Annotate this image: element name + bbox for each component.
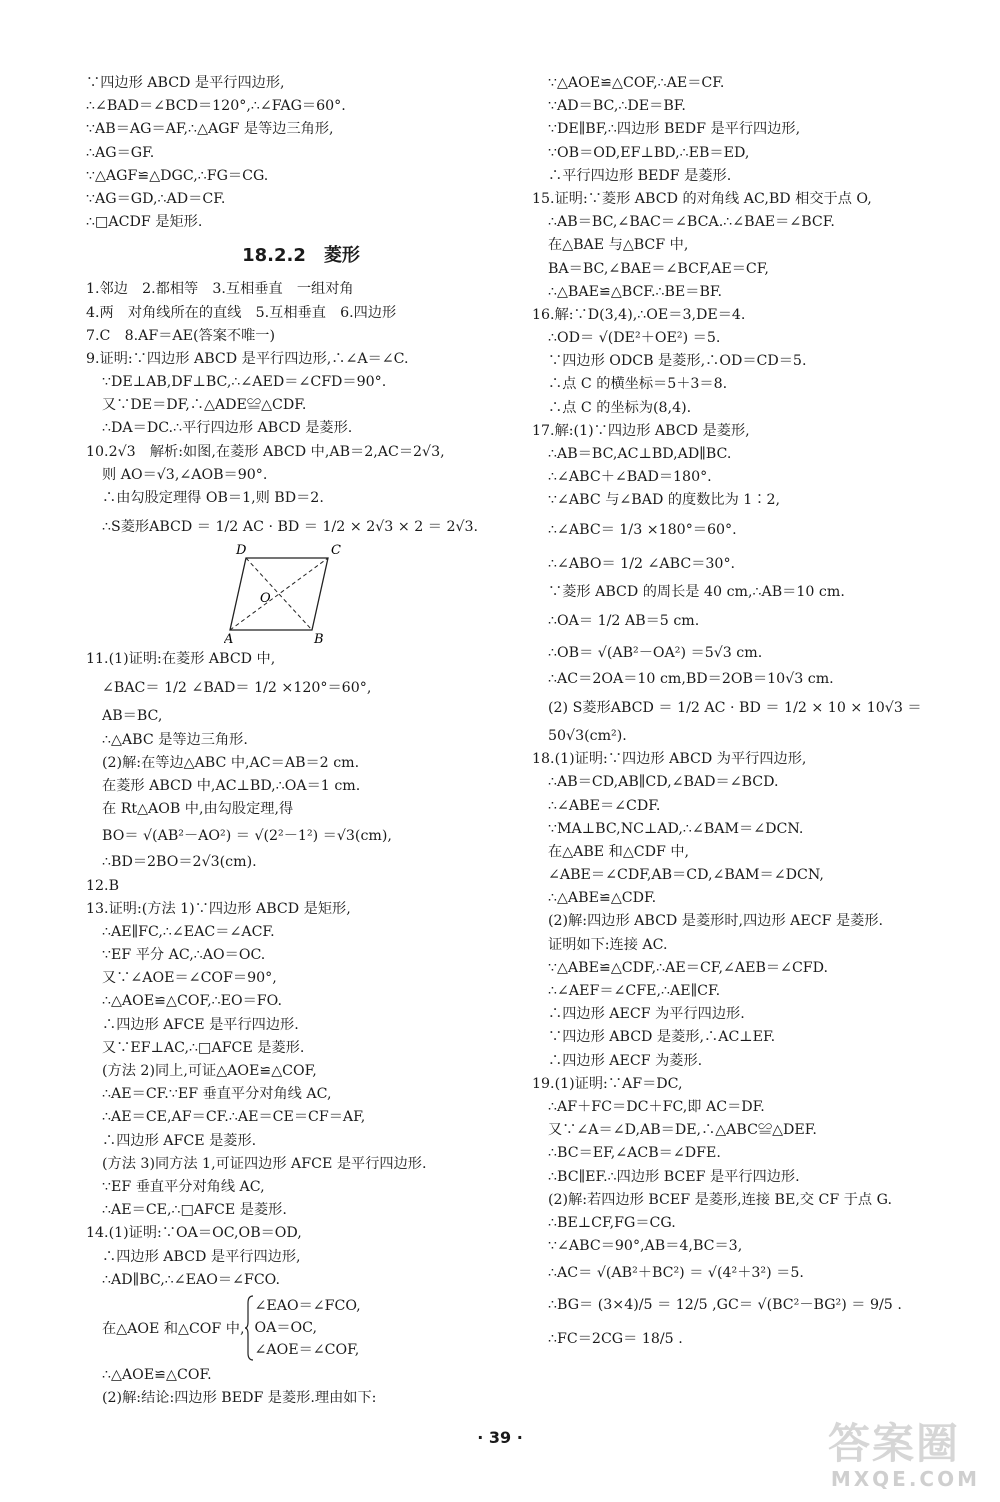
text-line: ∴△ABC 是等边三角形. <box>102 731 248 748</box>
formula-line: ∴S菱形ABCD ＝ 1/2 AC · BD ＝ 1/2 × 2√3 × 2 ＝ 2√3. <box>102 519 479 536</box>
answer-line: 18.(1)证明:∵四边形 ABCD 为平行四边形, <box>532 751 807 768</box>
text-line: (2)解:在等边△ABC 中,AC＝AB＝2 cm. <box>102 754 360 771</box>
text-line: 在△ABE 和△CDF 中, <box>548 843 690 860</box>
system-row: ∠AOE＝∠COF, <box>254 1341 360 1358</box>
system-lead: 在△AOE 和△COF 中, <box>102 1320 245 1337</box>
text-line: ∴四边形 ABCD 是平行四边形, <box>102 1248 301 1265</box>
answer-line: 12.B <box>86 877 119 894</box>
formula-line: ∴∠ABO＝ 1/2 ∠ABC＝30°. <box>548 555 736 572</box>
text-line: ∴DA＝DC.∴平行四边形 ABCD 是菱形. <box>102 420 353 437</box>
text-line: 在△BAE 与△BCF 中, <box>548 237 689 254</box>
text-line: ∵∠ABC 与∠BAD 的度数比为 1∶2, <box>548 492 781 509</box>
text-line: ∵OB＝OD,EF⊥BD,∴EB＝ED, <box>548 144 750 161</box>
text-line: ∴平行四边形 BEDF 是菱形. <box>548 167 732 184</box>
text-line: ∴∠BAD＝∠BCD＝120°,∴∠FAG＝60°. <box>86 98 346 115</box>
answer-line: 19.(1)证明:∵AF＝DC, <box>532 1075 683 1092</box>
text-line: ∴点 C 的坐标为(8,4). <box>548 399 692 416</box>
answer-line: 11.(1)证明:在菱形 ABCD 中, <box>86 651 276 668</box>
text-line: ∴BC∥EF.∴四边形 BCEF 是平行四边形. <box>548 1168 800 1185</box>
answer-line: 13.证明:(方法 1)∵四边形 ABCD 是矩形, <box>86 900 351 917</box>
text-line: ∵EF 平分 AC,∴AO＝OC. <box>102 947 266 964</box>
answer-line: 4.两 对角线所在的直线 5.互相垂直 6.四边形 <box>86 304 397 321</box>
text-line: ∴AC＝2OA＝10 cm,BD＝2OB＝10√3 cm. <box>548 670 834 687</box>
label-a: A <box>224 632 234 645</box>
formula-line: ∴OB＝ √(AB²－OA²) ＝5√3 cm. <box>548 644 763 661</box>
page-number: · 39 · <box>477 1428 523 1447</box>
text-line: BA＝BC,∠BAE＝∠BCF,AE＝CF, <box>548 260 769 277</box>
text-line: ∴△BAE≌△BCF.∴BE＝BF. <box>548 283 723 300</box>
answer-line: 1.邻边 2.都相等 3.互相垂直 一组对角 <box>86 281 354 298</box>
text-line: 证明如下:连接 AC. <box>548 936 668 953</box>
text-line: (2)解:若四边形 BCEF 是菱形,连接 BE,交 CF 于点 G. <box>548 1191 892 1208</box>
equation-system <box>86 1292 516 1364</box>
formula-line: BO＝ √(AB²－AO²) ＝ √(2²－1²) ＝√3(cm), <box>102 828 392 845</box>
rhombus-figure <box>86 544 516 648</box>
diagonal-db <box>246 558 312 630</box>
watermark-logo <box>828 1420 986 1496</box>
text-line: ∴AE∥FC,∴∠EAC＝∠ACF. <box>102 923 275 940</box>
brace-icon <box>244 1295 254 1361</box>
text-line: ∴△ABE≌△CDF. <box>548 890 657 907</box>
answer-line: 16.解:∵D(3,4),∴OE＝3,DE＝4. <box>532 306 746 323</box>
text-line: ∴BE⊥CF,FG＝CG. <box>548 1214 676 1231</box>
text-line: ∴AB＝BC,AC⊥BD,AD∥BC. <box>548 446 732 462</box>
text-line: ∴由勾股定理得 OB＝1,则 BD＝2. <box>102 490 324 506</box>
text-line: ∵AD＝BC,∴DE＝BF. <box>548 98 686 115</box>
text-line: (2)解:四边形 ABCD 是菱形时,四边形 AECF 是菱形. <box>548 913 884 930</box>
text-line: ∴△AOE≌△COF. <box>102 1366 212 1383</box>
text-line: 则 AO＝√3,∠AOB＝90°. <box>102 466 268 483</box>
text-line: ∵EF 垂直平分对角线 AC, <box>102 1178 265 1195</box>
text-line: ∴∠ABC＋∠BAD＝180°. <box>548 469 712 486</box>
answer-line: 14.(1)证明:∵OA＝OC,OB＝OD, <box>86 1225 302 1242</box>
label-o: O <box>260 591 271 607</box>
text-line: ∴∠AEF＝∠CFE,∴AE∥CF. <box>548 983 721 999</box>
text-line: ∴四边形 AECF 为平行四边形. <box>548 1006 745 1023</box>
text-line: ∴四边形 AECF 为菱形. <box>548 1052 703 1069</box>
text-line: ∵△AOE≌△COF,∴AE＝CF. <box>548 75 725 91</box>
watermark-url: MXQE.COM <box>830 1467 980 1491</box>
text-line: ∵四边形 ABCD 是菱形,∴AC⊥EF. <box>548 1029 776 1046</box>
text-line: ∴四边形 AFCE 是平行四边形. <box>102 1016 299 1033</box>
text-line: ∴点 C 的横坐标＝5＋3＝8. <box>548 376 728 393</box>
answer-line: 17.解:(1)∵四边形 ABCD 是菱形, <box>532 422 750 439</box>
watermark-text: 答案圈 <box>828 1419 961 1468</box>
text-line: ∴BC＝EF,∠ACB＝∠DFE. <box>548 1145 721 1162</box>
text-line: 又∵∠A＝∠D,AB＝DE,∴△ABC≌△DEF. <box>548 1122 817 1139</box>
formula-line: ∴OA＝ 1/2 AB＝5 cm. <box>548 612 700 629</box>
text-line: 又∵EF⊥AC,∴□AFCE 是菱形. <box>102 1039 305 1056</box>
system-rows <box>254 1295 360 1361</box>
answer-line: 9.证明:∵四边形 ABCD 是平行四边形,∴∠A＝∠C. <box>86 350 409 367</box>
text-line: ∴AE＝CE,∴□AFCE 是菱形. <box>102 1202 287 1219</box>
label-d: D <box>236 544 247 559</box>
right-column <box>532 72 977 1356</box>
text-line: ∴四边形 AFCE 是菱形. <box>102 1132 257 1149</box>
text-line: ∠ABE＝∠CDF,AB＝CD,∠BAM＝∠DCN, <box>548 867 824 884</box>
text-line: ∵DE⊥AB,DF⊥BC,∴∠AED＝∠CFD＝90°. <box>102 374 387 391</box>
label-c: C <box>331 544 341 559</box>
text-line: ∴AF＋FC＝DC＋FC,即 AC＝DF. <box>548 1098 765 1115</box>
system-row: OA＝OC, <box>254 1319 318 1336</box>
rhombus-outline <box>230 558 328 630</box>
text-line: (方法 2)同上,可证△AOE≌△COF, <box>102 1063 317 1079</box>
text-line: ∵△AGF≌△DGC,∴FG＝CG. <box>86 167 269 184</box>
system-row: ∠EAO＝∠FCO, <box>254 1297 361 1314</box>
text-line: ∵四边形 ABCD 是平行四边形, <box>86 75 285 91</box>
formula-line: ∠BAC＝ 1/2 ∠BAD＝ 1/2 ×120°＝60°, <box>102 680 372 697</box>
text-line: ∴OD＝ √(DE²＋OE²) ＝5. <box>548 330 721 347</box>
section-title: 18.2.2 菱形 <box>242 245 360 267</box>
text-line: ∵MA⊥BC,NC⊥AD,∴∠BAM＝∠DCN. <box>548 820 804 837</box>
formula-line: (2) S菱形ABCD ＝ 1/2 AC · BD ＝ 1/2 × 10 × 10√3 ＝ <box>548 699 922 716</box>
answer-line: 7.C 8.AF＝AE(答案不唯一) <box>86 327 276 344</box>
left-column <box>86 72 516 1410</box>
text-line: 又∵DE＝DF,∴△ADE≌△CDF. <box>102 397 307 414</box>
text-line: ∴AB＝CD,AB∥CD,∠BAD＝∠BCD. <box>548 774 779 791</box>
text-line: ∴AD∥BC,∴∠EAO＝∠FCO. <box>102 1271 280 1288</box>
text-line: ∵∠ABC＝90°,AB＝4,BC＝3, <box>548 1238 743 1255</box>
text-line: ∴□ACDF 是矩形. <box>86 214 203 231</box>
label-b: B <box>314 632 324 645</box>
text-line: ∴∠ABE＝∠CDF. <box>548 797 661 814</box>
text-line: ∴AB＝BC,∠BAC＝∠BCA.∴∠BAE＝∠BCF. <box>548 214 835 231</box>
text-line: ∴AE＝CE,AF＝CF.∴AE＝CE＝CF＝AF, <box>102 1109 366 1126</box>
text-line: ∵AB＝AG＝AF,∴△AGF 是等边三角形, <box>86 121 334 138</box>
text-line: ∵菱形 ABCD 的周长是 40 cm,∴AB＝10 cm. <box>548 583 845 600</box>
formula-line: ∴AC＝ √(AB²＋BC²) ＝ √(4²＋3²) ＝5. <box>548 1265 804 1282</box>
text-line: ∴△AOE≌△COF,∴EO＝FO. <box>102 993 282 1010</box>
text-line: ∵四边形 ODCB 是菱形,∴OD＝CD＝5. <box>548 353 807 370</box>
formula-line: ∴BG＝ (3×4)/5 ＝ 12/5 ,GC＝ √(BC²－BG²) ＝ 9/5 . <box>548 1297 902 1314</box>
text-line: ∴AG＝GF. <box>86 144 155 161</box>
text-line: (2)解:结论:四边形 BEDF 是菱形.理由如下: <box>102 1390 377 1407</box>
diagonal-ac <box>230 558 328 630</box>
text-line: ∴AE＝CF.∵EF 垂直平分对角线 AC, <box>102 1086 332 1103</box>
text-line: 50√3(cm²). <box>548 727 627 744</box>
text-line: 在 Rt△AOB 中,由勾股定理,得 <box>102 801 294 818</box>
text-line: AB＝BC, <box>102 708 163 725</box>
answer-line: 15.证明:∵菱形 ABCD 的对角线 AC,BD 相交于点 O, <box>532 190 872 207</box>
text-line: ∴BD＝2BO＝2√3(cm). <box>102 854 257 871</box>
rhombus-diagram <box>224 544 354 644</box>
formula-line: ∴∠ABC＝ 1/3 ×180°＝60°. <box>548 521 737 538</box>
text-line: 又∵∠AOE＝∠COF＝90°, <box>102 970 277 987</box>
text-line: ∵△ABE≌△CDF,∴AE＝CF,∠AEB＝∠CFD. <box>548 959 829 976</box>
answer-line: 10.2√3 解析:如图,在菱形 ABCD 中,AB＝2,AC＝2√3, <box>86 443 445 460</box>
text-line: (方法 3)同方法 1,可证四边形 AFCE 是平行四边形. <box>102 1155 427 1172</box>
formula-line: ∴FC＝2CG＝ 18/5 . <box>548 1331 683 1348</box>
text-line: 在菱形 ABCD 中,AC⊥BD,∴OA＝1 cm. <box>102 777 361 794</box>
text-line: ∵AG＝GD,∴AD＝CF. <box>86 190 226 207</box>
text-line: ∵DE∥BF,∴四边形 BEDF 是平行四边形, <box>548 121 801 138</box>
